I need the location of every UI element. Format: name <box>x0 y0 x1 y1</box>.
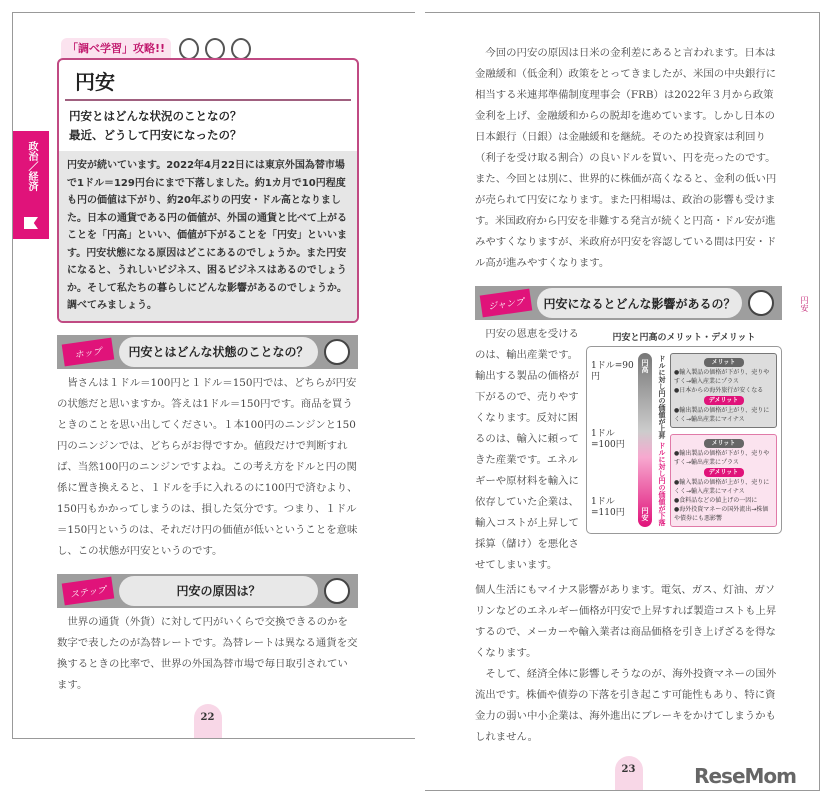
girl-face-icon <box>324 339 350 365</box>
point: ●輸出製品の価格が上がり、売りにくく→輸出産業にマイナス <box>674 407 770 423</box>
demerit-tag: デメリット <box>704 468 744 477</box>
page-footer <box>475 748 796 790</box>
section-header-jump <box>475 286 782 320</box>
right-page <box>425 12 820 791</box>
kid-icon <box>179 38 199 60</box>
section-title: 円安になるとどんな影響があるの？ <box>537 288 742 318</box>
body-text: 円安の恩恵を受けるのは、輸出産業です。輸出する製品の価格が下がるので、売りやすくなります。反対に困るのは、輸入に頼ってきた産業です。エネルギーや原材料を輸入に依存していた企業は、輸入コストが上昇して採算（儲け）を悪化させてしまいます。 <box>475 328 579 571</box>
page-footer <box>57 696 358 738</box>
section-title: 円安の原因は？ <box>119 576 318 606</box>
merit-boxes <box>670 353 777 527</box>
bar-bottom-label: 円安 <box>641 507 649 521</box>
boy-face-icon <box>748 290 774 316</box>
bar-top-label: 円高 <box>641 359 649 373</box>
section-label: ステップ <box>62 576 115 605</box>
body-text: 今回の円安の原因は日米の金利差にあると言われます。日本は金融緩和（低金利）政策をとってきましたが、米国の中央銀行に相当する米連邦準備制度理事会（FRB）は2022年３月から政策金利を上げ、金融緩和からの脱却を進めています。しかし日本の日本銀行（日銀）は金融緩和を継続。そのため投資家は利回り（利子を受け取る割合）の良いドルを買い、円を売ったのです。また、今回とは別に、世界的に株価が高くなると、金利の低い円が売られて円安になります。また円相場は、政治の影響も受けます。米国政府から円安を非難する発言が続くと円高・ドル安が進みやすくなりますが、米政府が円安を容認している間は円安・ドル高が進みやすくなります。 <box>475 47 777 269</box>
watermark-logo: ReseMom <box>694 764 796 788</box>
yen-scale-bar <box>638 353 652 527</box>
point: ●輸入製品の価格が上がり、売りにくく→輸入産業にマイナス <box>674 479 770 495</box>
section-title: 円安とはどんな状態のことなの？ <box>119 337 318 367</box>
yen-figure-wrap <box>586 330 782 534</box>
kid-icon <box>231 38 251 60</box>
merit-tag: メリット <box>704 439 744 448</box>
body-text: 皆さんは１ドル＝100円と１ドル＝150円では、どちらが円安の状態だと思いますか。答えは1ドル＝150円です。商品を買うときのことを思い出してください。１本100円のニンジンと150円のニンジンでは、どちらがお得ですか。値段だけで判断すれば、当然100円のニンジンですよね。この考え方をドルと円の関係に置き換えると、１ドルを手に入れるのに100円で済むより、150円もかかってしまうのは、損した気分です。つまり、１ドル＝150円というのは、それだけ円の価値が低いということを意味し、この状態が円安というのです。 <box>57 376 358 557</box>
flag-icon <box>24 217 38 229</box>
rate-label: 1ドル=90円 <box>591 361 634 382</box>
section-label: ジャンプ <box>480 289 533 318</box>
point: ●輸入製品の価格が下がり、売りやすく→輸入産業にプラス <box>674 369 770 385</box>
rate-label: 1ドル=110円 <box>591 497 625 518</box>
yen-figure <box>586 346 782 534</box>
rate-column <box>591 353 635 527</box>
direction-down: ドルに対し円の価値が下落 <box>658 441 666 526</box>
page-number: 23 <box>615 756 643 790</box>
side-tab <box>13 131 49 239</box>
side-marker: 円安 <box>800 296 809 312</box>
rate-label: 1ドル=100円 <box>591 429 625 450</box>
kicker: 「調べ学習」攻略!! <box>61 38 171 58</box>
body-text: 個人生活にもマイナス影響があります。電気、ガス、灯油、ガソリンなどのエネルギー価格が円安で上昇すれば製造コストも上昇するので、メーカーや輸入業者は商品価格を引き上げざるを得なくなります。 <box>475 584 777 659</box>
strong-yen-box <box>670 353 777 428</box>
body-text: そして、経済全体に影響しそうなのが、海外投資マネーの国外流出です。株価や債券の下落を引き起こす可能性もあり、特に資金力の弱い中小企業は、海外進出にブレーキをかけてしまうかもしれません。 <box>475 668 777 743</box>
kicker-row <box>57 39 358 58</box>
left-page <box>12 12 415 739</box>
lead-text: 円安が続いています。2022年4月22日には東京外国為替市場で1ドル＝129円台にまで下落しました。約1カ月で10円程度も円の価値は下がり、約20年ぶりの円安・ドル高となりました。日本の通貨である円の価値が、外国の通貨と比べて上がることを「円高」といい、価値が下がることを「円安」といいます。円安状態になる原因はどこにあるのでしょうか。また円安になると、うれしいビジネス、困るビジネスはあるのでしょうか。そして私たちの暮らしにどんな影響があるのでしょうか。調べてみましょう。 <box>59 151 357 321</box>
question: 円安とはどんな状況のことなの？ <box>69 109 242 123</box>
figure-title: 円安と円高のメリット・デメリット <box>612 333 756 343</box>
body-text: 世界の通貨（外貨）に対して円がいくらで交換できるのかを数字で表したのが為替レートです。為替レートは異なる通貨を交換するときの比率で、世界の外国為替市場で毎日取引されています。 <box>57 615 358 691</box>
point: ●日本からの海外旅行が安くなる <box>674 387 764 394</box>
section-header-hop <box>57 335 358 369</box>
demerit-tag: デメリット <box>704 396 744 405</box>
section-header-step <box>57 574 358 608</box>
point: ●輸出製品の価格が下がり、売りやすく→輸出産業にプラス <box>674 450 770 466</box>
weak-yen-box <box>670 434 777 527</box>
boy-face-icon <box>324 578 350 604</box>
intro-box <box>57 58 359 323</box>
question: 最近、どうして円安になったの？ <box>69 128 242 142</box>
page-number: 22 <box>194 704 222 738</box>
direction-column <box>655 353 667 527</box>
figure-row <box>475 324 782 576</box>
kids-illustration <box>179 38 251 60</box>
topic-title: 円安 <box>65 60 351 101</box>
point: ●食料品などの値上げの一因に <box>674 497 758 504</box>
direction-up: ドルに対し円の価値が上昇 <box>658 354 666 439</box>
point: ●海外投資マネーの国外流出→株価や債券にも悪影響 <box>674 506 769 522</box>
merit-tag: メリット <box>704 358 744 367</box>
kid-icon <box>205 38 225 60</box>
section-label: ホップ <box>62 337 115 366</box>
side-tab-label: 政治／経済 <box>26 141 37 191</box>
